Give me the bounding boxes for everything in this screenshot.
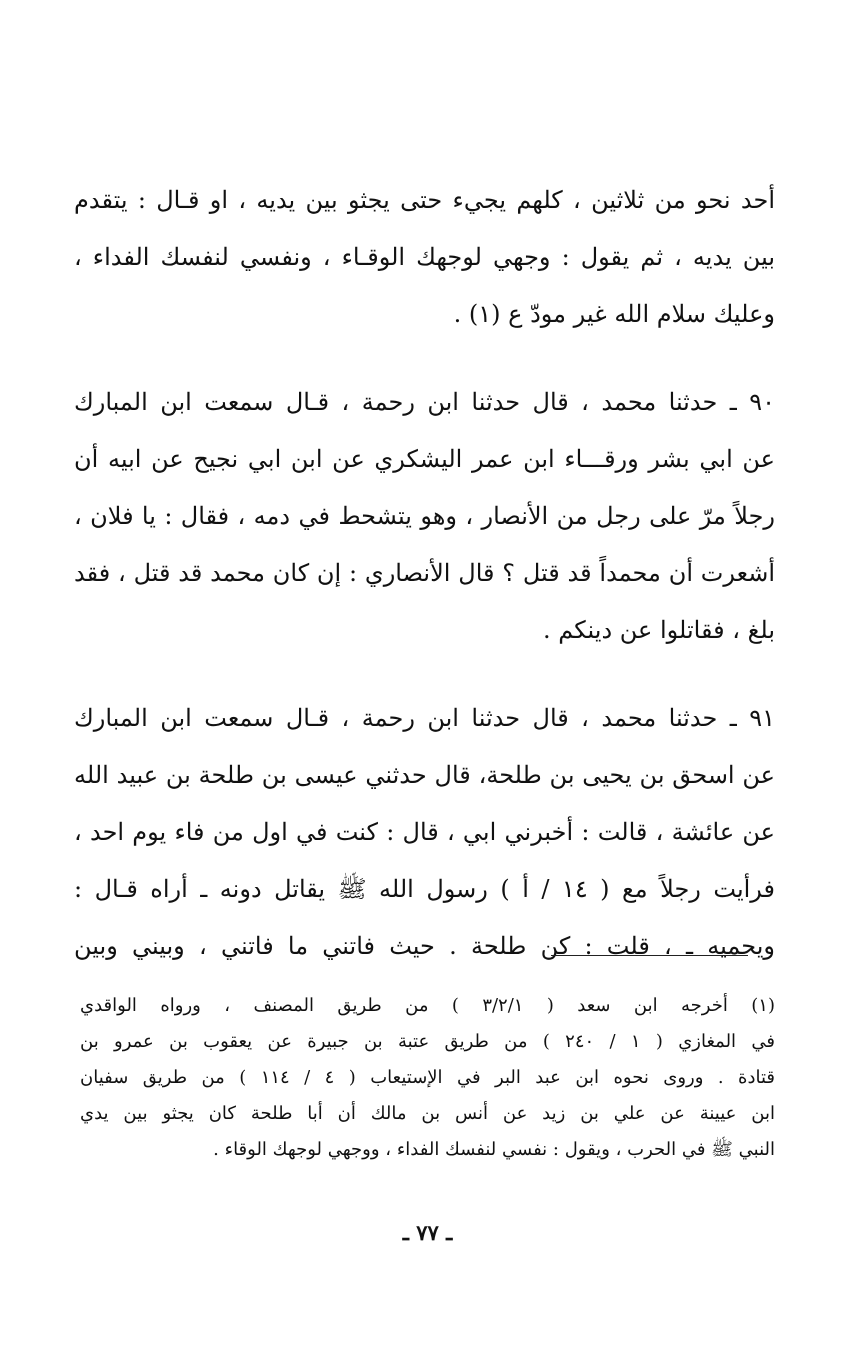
page-number: ـ ٧٧ ـ	[402, 1220, 453, 1245]
paragraph-90	[74, 374, 775, 659]
text-line: ٩٠ ـ حدثنا محمد ، قال حدثنا ابن رحمة ، قـال سمعت ابن المبارك	[74, 388, 775, 416]
text-line: أشعرت أن محمداً قد قتل ؟ قال الأنصاري : إن كان محمد قد قتل ، فقد	[74, 559, 775, 587]
paragraph-91	[74, 690, 775, 975]
footnote-line: (١) أخرجه ابن سعد ( ٣/٢/١ ) من طريق المصنف ، ورواه الواقدي	[80, 995, 775, 1016]
text-line: فرأيت رجلاً مع ( ١٤ / أ ) رسول الله ﷺ يقاتل دونه ـ أراه قـال :	[74, 875, 775, 903]
text-line: عن عائشة ، قالت : أخبرني ابي ، قال : كنت في اول من فاء يوم احد ،	[74, 818, 775, 846]
text-line: ويحميه ـ ، قلت : كن طلحة . حيث فاتني ما فاتني ، وبيني وبين	[74, 932, 775, 960]
text-line: ٩١ ـ حدثنا محمد ، قال حدثنا ابن رحمة ، قـال سمعت ابن المبارك	[74, 704, 775, 732]
text-line: عن ابي بشر ورقـــاء ابن عمر اليشكري عن ابن ابي نجيح عن ابيه أن	[74, 445, 775, 473]
footnote-line: قتادة . وروى نحوه ابن عبد البر في الإستيعاب ( ٤ / ١١٤ ) من طريق سفيان	[80, 1067, 775, 1088]
footnote-line: النبي ﷺ في الحرب ، ويقول : نفسي لنفسك الفداء ، ووجهي لوجهك الوقاء .	[213, 1139, 775, 1160]
footnote-line: ابن عيينة عن علي بن زيد عن أنس بن مالك أن أبا طلحة كان يجثو بين يدي	[80, 1103, 775, 1124]
text-line: رجلاً مرّ على رجل من الأنصار ، وهو يتشحط في دمه ، فقال : يا فلان ،	[74, 502, 775, 530]
text-line: بلغ ، فقاتلوا عن دينكم .	[543, 616, 775, 644]
footnote-line: في المغازي ( ١ / ٢٤٠ ) من طريق عتبة بن جبيرة عن يعقوب بن عمرو بن	[80, 1031, 775, 1052]
text-line: أحد نحو من ثلاثين ، كلهم يجيء حتى يجثو بين يديه ، او قـال : يتقدم	[74, 186, 775, 214]
text-line: بين يديه ، ثم يقول : وجهي لوجهك الوقـاء ، ونفسي لنفسك الفداء ،	[74, 243, 775, 271]
footnote	[80, 988, 775, 1168]
paragraph-1	[74, 172, 775, 343]
text-line: وعليك سلام الله غير مودّ ع (١) .	[453, 300, 775, 328]
text-line: عن اسحق بن يحيى بن طلحة، قال حدثني عيسى بن طلحة بن عبيد الله	[74, 761, 775, 789]
footnote-divider	[551, 955, 748, 956]
main-text	[74, 172, 775, 975]
